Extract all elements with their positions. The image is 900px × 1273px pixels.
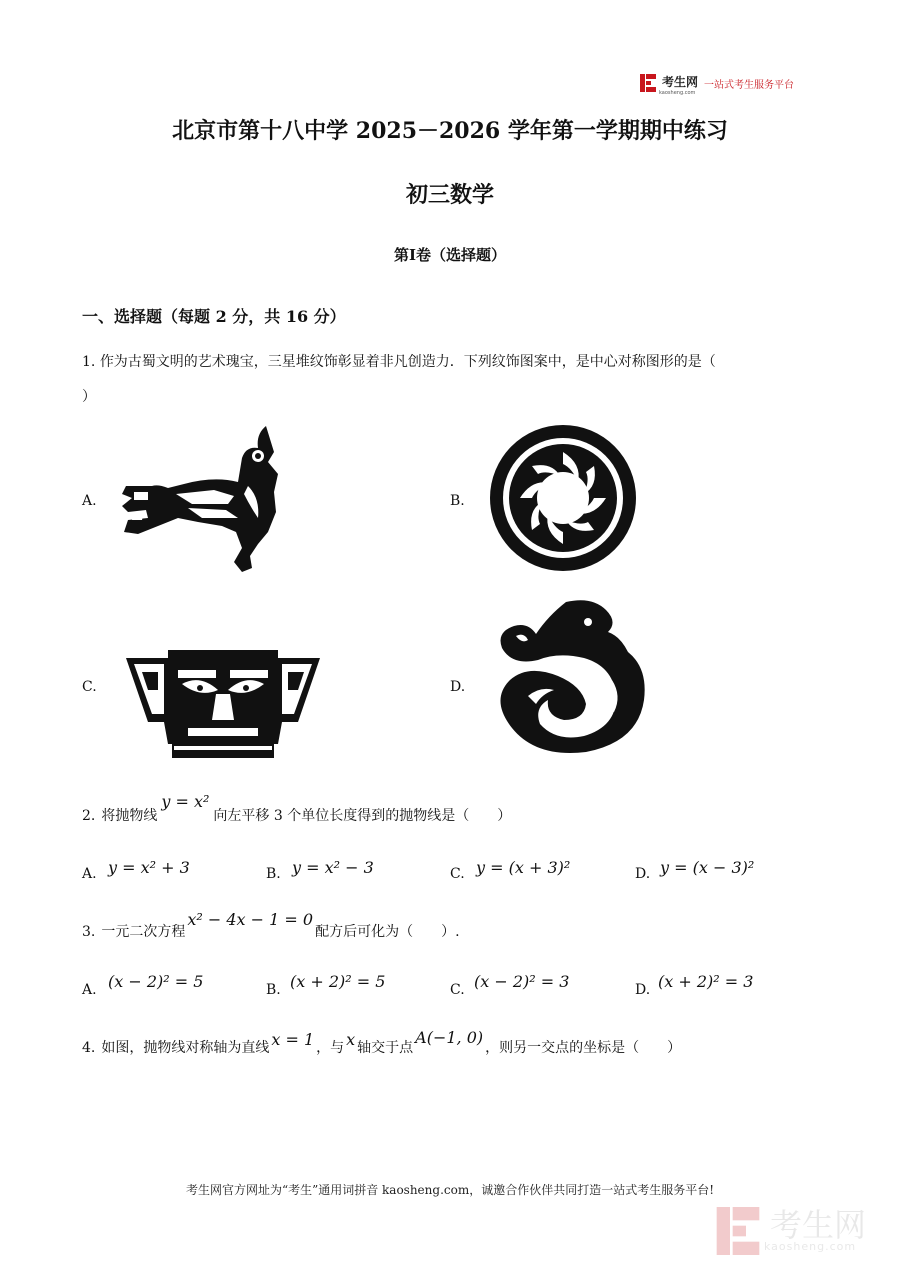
bronze-mask-pattern-icon [124,650,322,758]
q3-option-a-label[interactable]: A. [82,982,97,998]
brand-header [640,72,810,94]
exam-title: 北京市第十八中学 2025－2026 学年第一学期期中练习 [172,118,728,144]
q3-option-d-label[interactable]: D. [635,982,651,998]
q2-option-b-text[interactable]: y = x² − 3 [292,858,374,877]
question-text: 轴交于点 [357,1040,414,1056]
question-formula: x² − 4x − 1 = 0 [187,910,314,929]
q3-option-b-label[interactable]: B. [266,982,281,998]
question-text: ，则另一交点的坐标是（ ） [485,1040,682,1056]
page-footer: 考生网官方网址为“考生”通用词拼音 kaosheng.com，诚邀合作伙伴共同打造一站式考生服务平台! [185,1183,715,1197]
question-1-stem [82,352,802,372]
watermark [716,1204,886,1258]
brand-url: kaosheng.com [659,89,696,96]
q3-option-b-text[interactable]: (x + 2)² = 5 [290,972,386,991]
q3-option-d-text[interactable]: (x + 2)² = 3 [658,972,754,991]
kaosheng-logo-icon [640,74,656,92]
question-formula: y = x² [161,792,210,811]
q3-option-c-label[interactable]: C. [450,982,465,998]
question-text: 将抛物线 [101,808,158,824]
q1-option-a-label[interactable]: A. [82,493,97,509]
q2-option-d-text[interactable]: y = (x − 3)² [660,858,755,877]
question-number: 1. [82,354,96,370]
question-number: 4. [82,1040,96,1056]
question-text: 如图，抛物线对称轴为直线 [101,1040,270,1056]
question-formula: x = 1 [271,1030,315,1049]
q1-option-c-label[interactable]: C. [82,679,97,695]
question-formula: A(−1, 0) [415,1028,484,1047]
section-heading: 一、选择题（每题 2 分，共 16 分） [82,307,346,326]
question-text: 配方后可化为（ ）. [315,924,460,940]
question-text: 一元二次方程 [101,924,186,940]
volume-heading: 第Ⅰ卷（选择题） [393,246,507,264]
exam-subject: 初三数学 [405,182,494,208]
q2-option-a-label[interactable]: A. [82,866,97,882]
q2-option-c-label[interactable]: C. [450,866,465,882]
q3-option-a-text[interactable]: (x − 2)² = 5 [108,972,204,991]
q1-option-b-label[interactable]: B. [450,493,465,509]
dragon-pattern-icon [488,596,650,758]
bird-pattern-icon [118,422,290,574]
question-3-stem [82,910,460,942]
q2-option-d-label[interactable]: D. [635,866,651,882]
q1-option-d-label[interactable]: D. [450,679,466,695]
sun-disc-pattern-icon [486,424,640,572]
question-text: 作为古蜀文明的艺术瑰宝，三星堆纹饰彰显着非凡创造力．下列纹饰图案中，是中心对称图形的是（ [99,354,716,370]
question-text: ，与 [316,1040,345,1056]
watermark-url: kaosheng.com [764,1239,857,1253]
kaosheng-watermark-logo-icon [716,1207,760,1255]
q2-option-c-text[interactable]: y = (x + 3)² [476,858,571,877]
watermark-name: 考生网 [770,1205,867,1244]
question-formula: x [346,1030,356,1049]
q2-option-b-label[interactable]: B. [266,866,281,882]
question-4-stem [82,1028,682,1058]
question-1-stem-end: ） [82,389,96,405]
question-number: 3. [82,924,96,940]
question-number: 2. [82,808,96,824]
question-text: 向左平移 3 个单位长度得到的抛物线是（ ） [213,808,512,824]
question-2-stem [82,792,512,826]
q3-option-c-text[interactable]: (x − 2)² = 3 [474,972,570,991]
brand-slogan: 一站式考生服务平台 [704,79,795,91]
q2-option-a-text[interactable]: y = x² + 3 [108,858,190,877]
brand-name: 考生网 [662,74,699,89]
